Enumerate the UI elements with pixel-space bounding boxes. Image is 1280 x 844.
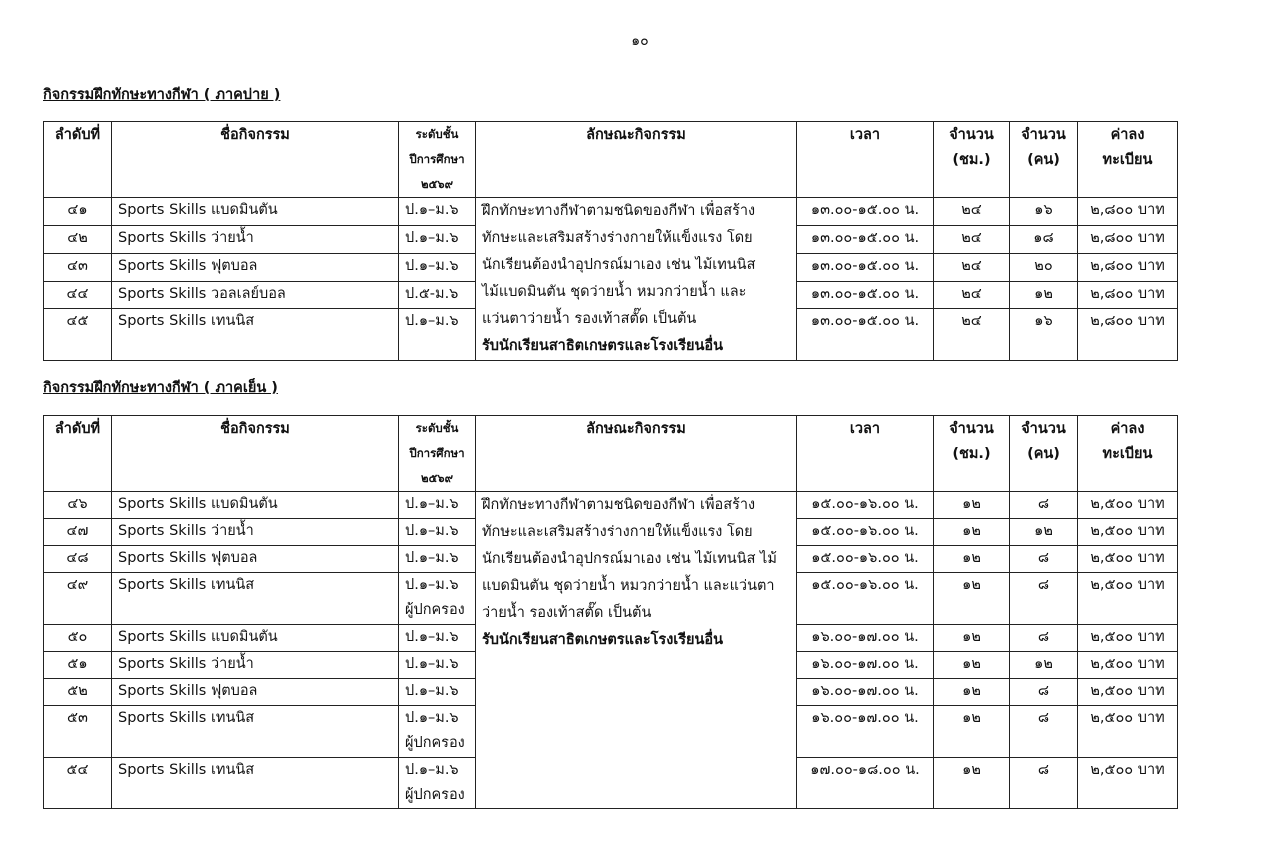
time-cell: ๑๓.๐๐-๑๕.๐๐ น. — [797, 225, 934, 253]
people-cell: ๘ — [1010, 573, 1078, 625]
people-cell: ๒๐ — [1010, 253, 1078, 281]
time-cell: ๑๕.๐๐-๑๖.๐๐ น. — [797, 573, 934, 625]
activity-name-header: ชื่อกิจกรรม — [112, 122, 399, 198]
fee-cell: ๒,๕๐๐ บาท — [1078, 519, 1178, 546]
people-cell: ๘ — [1010, 706, 1078, 758]
level-value: ป.๑–ม.๖ — [405, 683, 459, 699]
row-number-cell: ๕๑ — [44, 652, 112, 679]
activity-name-cell: Sports Skills เทนนิส — [112, 758, 399, 809]
hours-cell: ๒๔ — [934, 309, 1010, 361]
level-cell — [399, 198, 476, 226]
evening-schedule-table — [43, 415, 1178, 809]
level-cell — [399, 546, 476, 573]
level-header-line2: ปีการศึกษา — [409, 152, 465, 166]
hours-cell: ๒๔ — [934, 198, 1010, 226]
row-number-cell: ๔๕ — [44, 309, 112, 361]
people-cell: ๑๒ — [1010, 519, 1078, 546]
activity-name-cell: Sports Skills ว่ายน้ำ — [112, 519, 399, 546]
level-value: ป.๑–ม.๖ — [405, 550, 459, 566]
hours-cell: ๑๒ — [934, 546, 1010, 573]
activity-description-cell — [476, 198, 797, 361]
fee-cell: ๒,๕๐๐ บาท — [1078, 625, 1178, 652]
people-cell: ๘ — [1010, 679, 1078, 706]
level-note: ผู้ปกครอง — [405, 787, 465, 803]
order-header: ลำดับที่ — [44, 416, 112, 492]
row-number-cell: ๔๗ — [44, 519, 112, 546]
level-header — [399, 122, 476, 198]
description-line: ไม้แบดมินตัน ชุดว่ายน้ำ หมวกว่ายน้ำ และ — [482, 284, 747, 300]
fee-cell: ๒,๕๐๐ บาท — [1078, 679, 1178, 706]
time-cell: ๑๖.๐๐-๑๗.๐๐ น. — [797, 625, 934, 652]
hours-cell: ๒๔ — [934, 225, 1010, 253]
level-cell — [399, 225, 476, 253]
hours-cell: ๒๔ — [934, 281, 1010, 309]
hours-cell: ๑๒ — [934, 679, 1010, 706]
hours-header-line1: จำนวน — [949, 421, 994, 437]
description-note: รับนักเรียนสาธิตเกษตรและโรงเรียนอื่น — [482, 338, 724, 354]
level-header — [399, 416, 476, 492]
level-cell — [399, 309, 476, 361]
time-cell: ๑๓.๐๐-๑๕.๐๐ น. — [797, 281, 934, 309]
fee-header-line2: ทะเบียน — [1102, 152, 1153, 168]
activity-name-cell: Sports Skills ฟุตบอล — [112, 679, 399, 706]
people-header — [1010, 416, 1078, 492]
description-line: ฝึกทักษะทางกีฬาตามชนิดของกีฬา เพื่อสร้าง — [482, 203, 756, 219]
row-number-cell: ๔๘ — [44, 546, 112, 573]
hours-cell: ๑๒ — [934, 758, 1010, 809]
level-value: ป.๕-ม.๖ — [405, 285, 459, 302]
hours-cell: ๑๒ — [934, 652, 1010, 679]
level-value: ป.๑–ม.๖ — [405, 229, 459, 246]
level-header-line3: ๒๕๖๙ — [420, 471, 453, 485]
people-cell: ๘ — [1010, 546, 1078, 573]
fee-header-line2: ทะเบียน — [1102, 446, 1153, 462]
activity-name-cell: Sports Skills เทนนิส — [112, 706, 399, 758]
level-value: ป.๑–ม.๖ — [405, 710, 459, 726]
people-header-line1: จำนวน — [1021, 421, 1066, 437]
level-value: ป.๑–ม.๖ — [405, 762, 459, 778]
hours-cell: ๒๔ — [934, 253, 1010, 281]
activity-name-header: ชื่อกิจกรรม — [112, 416, 399, 492]
row-number-cell: ๕๐ — [44, 625, 112, 652]
people-cell: ๘ — [1010, 625, 1078, 652]
hours-cell: ๑๒ — [934, 492, 1010, 519]
description-header: ลักษณะกิจกรรม — [476, 416, 797, 492]
people-header-line2: (คน) — [1027, 152, 1060, 168]
level-cell — [399, 281, 476, 309]
row-number-cell: ๔๙ — [44, 573, 112, 625]
level-value: ป.๑–ม.๖ — [405, 257, 459, 274]
hours-header — [934, 122, 1010, 198]
people-cell: ๑๖ — [1010, 198, 1078, 226]
level-cell — [399, 758, 476, 809]
fee-cell: ๒,๕๐๐ บาท — [1078, 652, 1178, 679]
description-line: นักเรียนต้องนำอุปกรณ์มาเอง เช่น ไม้เทนนิส ไม้ — [482, 551, 777, 567]
row-number-cell: ๔๓ — [44, 253, 112, 281]
row-number-cell: ๕๔ — [44, 758, 112, 809]
description-line: ฝึกทักษะทางกีฬาตามชนิดของกีฬา เพื่อสร้าง — [482, 497, 756, 513]
hours-header — [934, 416, 1010, 492]
row-number-cell: ๔๒ — [44, 225, 112, 253]
fee-cell: ๒,๕๐๐ บาท — [1078, 546, 1178, 573]
level-value: ป.๑–ม.๖ — [405, 577, 459, 593]
fee-cell: ๒,๘๐๐ บาท — [1078, 198, 1178, 226]
level-note: ผู้ปกครอง — [405, 602, 465, 618]
table-row — [44, 492, 1178, 519]
time-cell: ๑๗.๐๐-๑๘.๐๐ น. — [797, 758, 934, 809]
level-value: ป.๑–ม.๖ — [405, 523, 459, 539]
afternoon-section-title: กิจกรรมฝึกทักษะทางกีฬา ( ภาคบ่าย ) — [43, 87, 281, 103]
description-line: แว่นตาว่ายน้ำ รองเท้าสตั๊ด เป็นต้น — [482, 311, 697, 327]
people-cell: ๑๒ — [1010, 652, 1078, 679]
row-number-cell: ๕๓ — [44, 706, 112, 758]
row-number-cell: ๔๔ — [44, 281, 112, 309]
people-header-line2: (คน) — [1027, 446, 1060, 462]
description-line: ทักษะและเสริมสร้างร่างกายให้แข็งแรง โดย — [482, 524, 753, 540]
fee-header — [1078, 416, 1178, 492]
activity-name-cell: Sports Skills แบดมินตัน — [112, 492, 399, 519]
time-cell: ๑๖.๐๐-๑๗.๐๐ น. — [797, 706, 934, 758]
hours-header-line1: จำนวน — [949, 127, 994, 143]
level-value: ป.๑–ม.๖ — [405, 202, 459, 218]
level-cell — [399, 679, 476, 706]
people-cell: ๑๖ — [1010, 309, 1078, 361]
level-cell — [399, 492, 476, 519]
activity-description-cell — [476, 492, 797, 809]
time-cell: ๑๖.๐๐-๑๗.๐๐ น. — [797, 652, 934, 679]
description-line: ว่ายน้ำ รองเท้าสตั๊ด เป็นต้น — [482, 605, 652, 621]
hours-header-line2: (ชม.) — [952, 446, 991, 462]
fee-cell: ๒,๕๐๐ บาท — [1078, 706, 1178, 758]
people-cell: ๑๘ — [1010, 225, 1078, 253]
time-cell: ๑๓.๐๐-๑๕.๐๐ น. — [797, 198, 934, 226]
fee-header-line1: ค่าลง — [1110, 421, 1145, 437]
activity-name-cell: Sports Skills เทนนิส — [112, 309, 399, 361]
time-cell: ๑๕.๐๐-๑๖.๐๐ น. — [797, 492, 934, 519]
description-line: แบดมินตัน ชุดว่ายน้ำ หมวกว่ายน้ำ และแว่นตา — [482, 578, 775, 594]
people-cell: ๑๒ — [1010, 281, 1078, 309]
description-line: นักเรียนต้องนำอุปกรณ์มาเอง เช่น ไม้เทนนิส — [482, 257, 756, 273]
fee-header-line1: ค่าลง — [1110, 127, 1145, 143]
time-header: เวลา — [797, 122, 934, 198]
header-row — [44, 122, 1178, 198]
hours-cell: ๑๒ — [934, 706, 1010, 758]
activity-name-cell: Sports Skills แบดมินตัน — [112, 625, 399, 652]
hours-cell: ๑๒ — [934, 573, 1010, 625]
people-header-line1: จำนวน — [1021, 127, 1066, 143]
activity-name-cell: Sports Skills แบดมินตัน — [112, 198, 399, 226]
activity-name-cell: Sports Skills ฟุตบอล — [112, 253, 399, 281]
time-cell: ๑๕.๐๐-๑๖.๐๐ น. — [797, 546, 934, 573]
people-cell: ๘ — [1010, 758, 1078, 809]
fee-cell: ๒,๘๐๐ บาท — [1078, 253, 1178, 281]
activity-name-cell: Sports Skills วอลเลย์บอล — [112, 281, 399, 309]
page-number: ๑๐ — [631, 33, 649, 49]
level-cell — [399, 652, 476, 679]
hours-header-line2: (ชม.) — [952, 152, 991, 168]
description-line: ทักษะและเสริมสร้างร่างกายให้แข็งแรง โดย — [482, 230, 753, 246]
row-number-cell: ๔๑ — [44, 198, 112, 226]
header-row — [44, 416, 1178, 492]
level-header-line2: ปีการศึกษา — [409, 446, 465, 460]
time-cell: ๑๕.๐๐-๑๖.๐๐ น. — [797, 519, 934, 546]
table-row — [44, 198, 1178, 226]
activity-name-cell: Sports Skills ฟุตบอล — [112, 546, 399, 573]
level-value: ป.๑–ม.๖ — [405, 313, 459, 330]
row-number-cell: ๔๖ — [44, 492, 112, 519]
evening-section-title: กิจกรรมฝึกทักษะทางกีฬา ( ภาคเย็น ) — [43, 380, 278, 396]
level-note: ผู้ปกครอง — [405, 735, 465, 751]
level-header-line1: ระดับชั้น — [415, 127, 459, 141]
fee-cell: ๒,๘๐๐ บาท — [1078, 309, 1178, 361]
activity-name-cell: Sports Skills เทนนิส — [112, 573, 399, 625]
level-header-line1: ระดับชั้น — [415, 421, 459, 435]
level-cell — [399, 573, 476, 625]
fee-cell: ๒,๘๐๐ บาท — [1078, 281, 1178, 309]
afternoon-schedule-table — [43, 121, 1178, 361]
activity-name-cell: Sports Skills ว่ายน้ำ — [112, 652, 399, 679]
hours-cell: ๑๒ — [934, 519, 1010, 546]
fee-cell: ๒,๘๐๐ บาท — [1078, 225, 1178, 253]
level-value: ป.๑–ม.๖ — [405, 629, 459, 645]
people-cell: ๘ — [1010, 492, 1078, 519]
fee-cell: ๒,๕๐๐ บาท — [1078, 573, 1178, 625]
fee-header — [1078, 122, 1178, 198]
hours-cell: ๑๒ — [934, 625, 1010, 652]
fee-cell: ๒,๕๐๐ บาท — [1078, 492, 1178, 519]
level-cell — [399, 706, 476, 758]
time-cell: ๑๓.๐๐-๑๕.๐๐ น. — [797, 253, 934, 281]
description-note: รับนักเรียนสาธิตเกษตรและโรงเรียนอื่น — [482, 632, 724, 648]
time-cell: ๑๓.๐๐-๑๕.๐๐ น. — [797, 309, 934, 361]
people-header — [1010, 122, 1078, 198]
time-header: เวลา — [797, 416, 934, 492]
order-header: ลำดับที่ — [44, 122, 112, 198]
activity-name-cell: Sports Skills ว่ายน้ำ — [112, 225, 399, 253]
level-header-line3: ๒๕๖๙ — [420, 177, 453, 191]
level-cell — [399, 625, 476, 652]
level-value: ป.๑–ม.๖ — [405, 656, 459, 672]
time-cell: ๑๖.๐๐-๑๗.๐๐ น. — [797, 679, 934, 706]
level-value: ป.๑–ม.๖ — [405, 496, 459, 512]
level-cell — [399, 253, 476, 281]
fee-cell: ๒,๕๐๐ บาท — [1078, 758, 1178, 809]
level-cell — [399, 519, 476, 546]
row-number-cell: ๕๒ — [44, 679, 112, 706]
description-header: ลักษณะกิจกรรม — [476, 122, 797, 198]
